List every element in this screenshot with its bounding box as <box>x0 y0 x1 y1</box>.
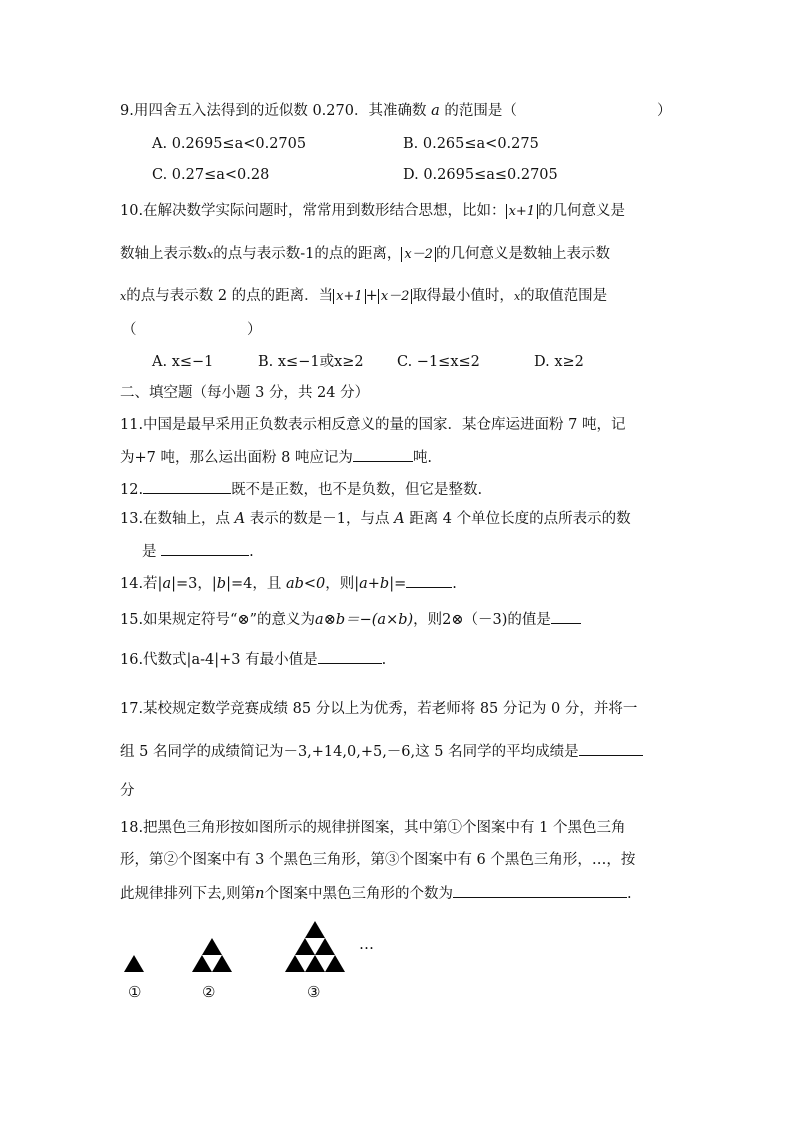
q10-option-d: D. x≥2 <box>534 354 584 370</box>
pattern-ellipsis: … <box>359 935 374 953</box>
q11-answer-blank[interactable] <box>353 446 413 462</box>
triangle-pattern-svg <box>118 905 398 975</box>
q16-line: 16.代数式|a-4|+3 有最小值是 . <box>120 648 386 670</box>
q10-option-a: A. x≤−1 <box>152 354 214 370</box>
black-triangle-p1-r1-1 <box>124 955 144 972</box>
black-triangle-p3-r3-1 <box>285 955 305 972</box>
pattern-label-3: ③ <box>307 983 321 1001</box>
q15-answer-blank[interactable] <box>551 608 581 624</box>
q9-option-b: B. 0.265≤a<0.275 <box>403 136 539 152</box>
section-fill-in-heading: 二、填空题（每小题 3 分，共 24 分） <box>120 385 370 401</box>
q9-stem: 9.用四舍五入法得到的近似数 0.270．其准确数 a 的范围是（ <box>120 103 517 119</box>
q16-answer-blank[interactable] <box>318 648 382 664</box>
q10-option-b: B. x≤−1或x≥2 <box>258 354 364 370</box>
black-triangle-p3-r3-2 <box>305 955 325 972</box>
q18-line-3: 此规律排列下去,则第n个图案中黑色三角形的个数为 . <box>120 882 632 904</box>
q10-paren-close: ） <box>247 322 262 338</box>
q12-line: 12. 既不是正数，也不是负数，但它是整数. <box>120 478 482 500</box>
q9-close-paren: ） <box>657 103 672 119</box>
q12-answer-blank[interactable] <box>143 478 231 494</box>
q9-option-d: D. 0.2695≤a≤0.2705 <box>403 167 558 183</box>
q11-line-2: 为+7 吨，那么运出面粉 8 吨应记为 吨. <box>120 446 432 468</box>
black-triangle-p2-r2-1 <box>192 955 212 972</box>
q17-line-1: 17.某校规定数学竞赛成绩 85 分以上为优秀，若老师将 85 分记为 0 分，并将一 <box>120 701 638 717</box>
q10-line-2: 数轴上表示数x的点与表示数-1的点的距离， x－2 的几何意义是数轴上表示数 <box>120 246 610 262</box>
black-triangle-p3-r2-2 <box>315 938 335 955</box>
q18-line-2: 形，第②个图案中有 3 个黑色三角形，第③个图案中有 6 个黑色三角形，…，按 <box>120 852 636 868</box>
q9-option-c: C. 0.27≤a<0.28 <box>152 167 270 183</box>
q13-answer-blank[interactable] <box>161 540 249 556</box>
q13-line-1: 13.在数轴上，点 A 表示的数是－1，与点 A 距离 4 个单位长度的点所表示的数 <box>120 511 631 527</box>
black-triangle-p3-r3-3 <box>325 955 345 972</box>
black-triangle-p2-r1-1 <box>202 938 222 955</box>
q10-option-c: C. −1≤x≤2 <box>397 354 480 370</box>
q14-answer-blank[interactable] <box>406 572 452 588</box>
q18-answer-blank[interactable] <box>453 882 627 898</box>
q11-line-1: 11.中国是最早采用正负数表示相反意义的量的国家．某仓库运进面粉 7 吨，记 <box>120 417 626 433</box>
q10-line-1: 10.在解决数学实际问题时，常常用到数形结合思想，比如： x+1 的几何意义是 <box>120 203 626 219</box>
q15-line: 15.如果规定符号“⊗”的意义为a⊗b＝−(a×b)，则2⊗（－3)的值是 <box>120 608 581 630</box>
triangle-pattern-figure <box>118 905 398 1001</box>
pattern-label-2: ② <box>202 983 216 1001</box>
q17-answer-blank[interactable] <box>579 740 643 756</box>
q17-line-2: 组 5 名同学的成绩简记为－3,+14,0,+5,－6,这 5 名同学的平均成绩是 <box>120 740 643 762</box>
pattern-label-1: ① <box>128 983 142 1001</box>
q14-line: 14.若|a|=3，|b|=4，且 ab<0，则|a+b|= . <box>120 572 457 594</box>
black-triangle-p2-r2-2 <box>212 955 232 972</box>
q18-line-1: 18.把黑色三角形按如图所示的规律拼图案，其中第①个图案中有 1 个黑色三角 <box>120 820 626 836</box>
q13-line-2: 是 . <box>142 540 254 562</box>
black-triangle-p3-r2-1 <box>295 938 315 955</box>
q10-line-3: x的点与表示数 2 的点的距离．当 x+1 + x－2 取得最小值时，x的取值范围是 <box>120 288 608 304</box>
q9-option-a: A. 0.2695≤a<0.2705 <box>152 136 307 152</box>
black-triangle-p3-r1-1 <box>305 921 325 938</box>
q17-line-3: 分 <box>120 783 135 799</box>
q10-paren-open: （ <box>122 322 137 338</box>
